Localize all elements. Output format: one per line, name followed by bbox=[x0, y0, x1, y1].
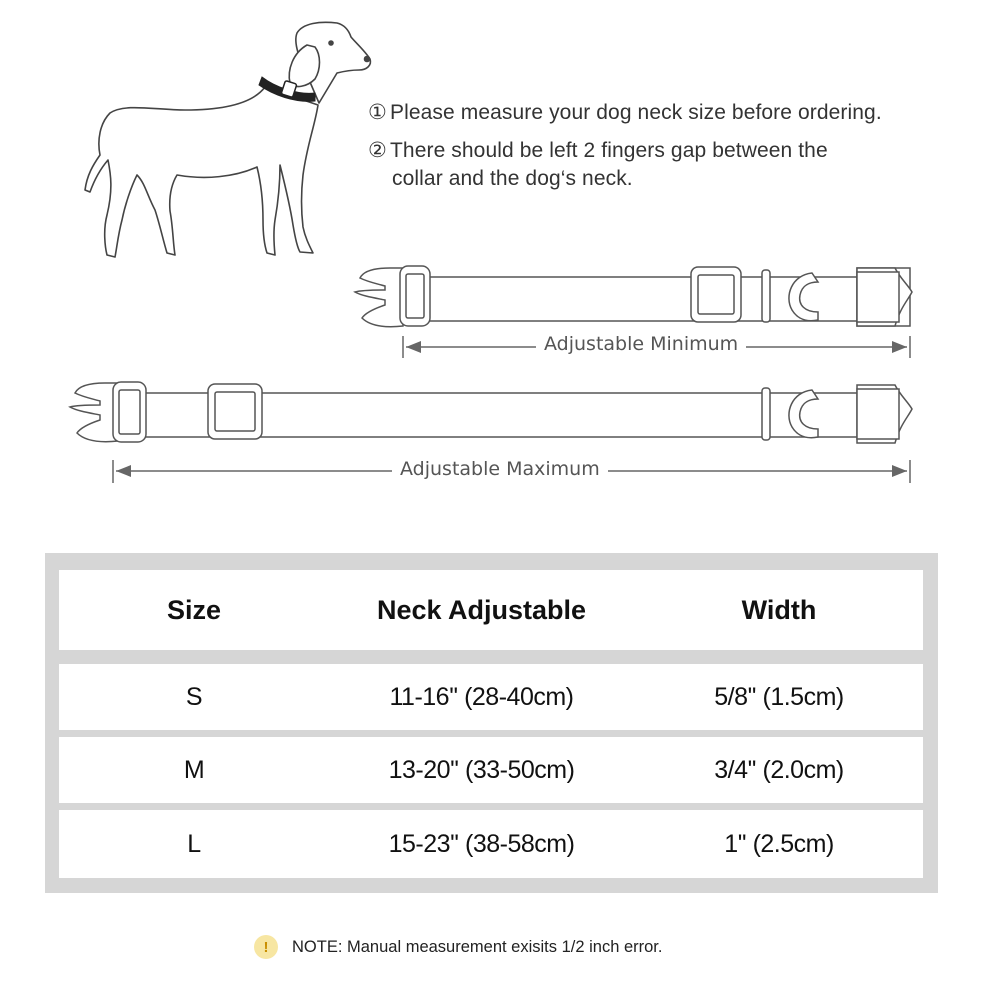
row-size: M bbox=[183, 755, 205, 784]
instruction-2-number: ② bbox=[368, 139, 387, 162]
note bbox=[254, 935, 662, 959]
instruction-2-text-line1: There should be left 2 fingers gap between the bbox=[390, 139, 828, 162]
warning-icon: ! bbox=[254, 935, 278, 959]
row-neck: 11-16'' (28-40cm) bbox=[389, 682, 574, 711]
header-size: Size bbox=[166, 594, 222, 625]
adjustable-maximum-label: Adjustable Maximum bbox=[392, 458, 608, 480]
size-table bbox=[45, 553, 938, 893]
table-row bbox=[59, 810, 923, 878]
header-width: Width bbox=[741, 594, 817, 625]
table-row bbox=[59, 737, 923, 803]
row-width: 1'' (2.5cm) bbox=[724, 829, 834, 858]
row-neck: 15-23'' (38-58cm) bbox=[388, 829, 575, 858]
note-text: NOTE: Manual measurement exisits 1/2 inch error. bbox=[292, 937, 663, 956]
table-row bbox=[59, 664, 923, 730]
adjustable-minimum-label: Adjustable Minimum bbox=[536, 333, 746, 355]
collar-minimum bbox=[355, 266, 912, 327]
header-neck-adjustable: Neck Adjustable bbox=[376, 594, 587, 625]
row-neck: 13-20'' (33-50cm) bbox=[388, 755, 575, 784]
row-width: 3/4'' (2.0cm) bbox=[714, 755, 844, 784]
row-width: 5/8'' (1.5cm) bbox=[714, 682, 844, 711]
instruction-1-number: ① bbox=[368, 101, 387, 124]
collar-maximum bbox=[70, 382, 912, 443]
instruction-1-text: Please measure your dog neck size before ordering. bbox=[390, 101, 882, 124]
instruction-2-text-line2: collar and the dog‘s neck. bbox=[392, 167, 633, 190]
row-size: S bbox=[185, 682, 203, 711]
row-size: L bbox=[187, 829, 201, 858]
table-header-row bbox=[59, 570, 923, 650]
